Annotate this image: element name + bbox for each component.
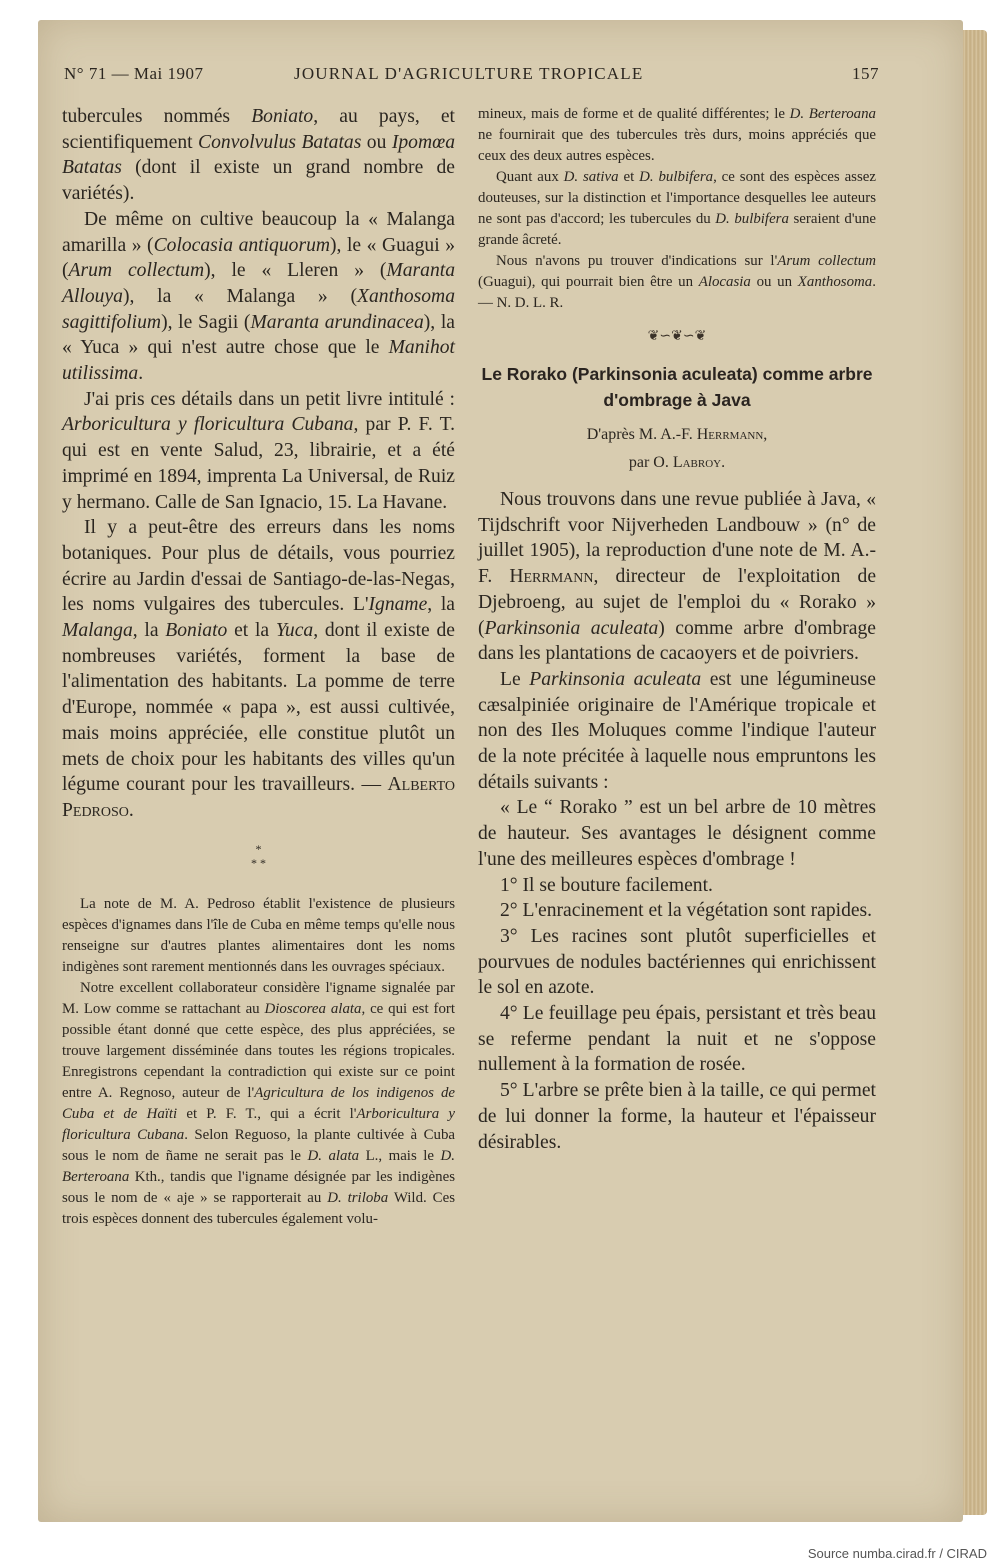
paragraph: De même on cultive beaucoup la « Malanga amarilla » (Colocasia antiquorum), le « Guagui » (Arum collectum), le « Lleren » (Maranta Allouya), la « Malanga » (Xanthosoma sagittifolium), le Sagii (Maranta arundinacea), la « Yuca » qui n'est autre chose que le Manihot utilissima. [62,208,455,385]
issue-date: N° 71 — Mai 1907 [64,64,204,83]
editor-note [62,894,455,1230]
right-column [478,104,876,1155]
running-header [64,64,879,88]
paragraph: Il y a peut-être des erreurs dans les noms botaniques. Pour plus de détails, vous pourriez écrire au Jardin d'essai de Santiago-de-las-Negas, les noms vulgaires des tubercules. L'Igname, la Malanga, la Boniato et la Yuca, dont il existe de nombreuses variétés, forment la base de l'alimentation des habitants. La pomme de terre d'Europe, nommée « papa », est aussi cultivée, mais moins appréciée, elle constitue plutôt un mets de choix pour les habitants des villes qu'un légume courant pour les travailleurs. — Alberto Pedroso. [62,517,456,821]
journal-title: JOURNAL D'AGRICULTURE TROPICALE [294,64,644,83]
paragraph: J'ai pris ces détails dans un petit livre intitulé : Arboricultura y floricultura Cubana, par P. F. T. qui est en vente Salud, 23, librairie, et a été imprimé en 1894, imprenta La Universal, de Ruiz y hermano. Calle de San Ignacio, 15. La Havane. [62,388,456,513]
fleuron-ornament: ❦∽❦∽❦ [647,329,707,344]
paragraph: Le Parkinsonia aculeata est une légumineuse cæsalpiniée originaire de l'Amérique tropicale et non des Iles Moluques comme l'indique l'auteur de la note précitée à laquelle nous empruntons les détails suivants : [478,668,876,793]
editor-note-continued [478,104,876,314]
paragraph: tubercules nommés Boniato, au pays, et scientifiquement Convolvulus Batatas ou Ipomœa Batatas (dont il existe un grand nombre de variétés). [62,106,455,205]
byline-source: D'après M. A.-F. Herrmann, [586,426,768,443]
note-paragraph: Quant aux D. sativa et D. bulbifera, ce sont des espèces assez douteuses, sur la distinction et l'importance desquelles lee auteurs ne sont pas d'accord; les tubercules du D. bulbifera seraient d'une grande âcreté. [478,169,877,248]
paragraph: Nous trouvons dans une revue publiée à Java, « Tijdschrift voor Nijverheden Landbouw » (n° de juillet 1905), la reproduction d'une note de M. A.-F. Herrmann, directeur de l'exploitation de Djebroeng, au sujet de l'emploi du « Rorako » (Parkinsonia aculeata) comme arbre d'ombrage dans les plantations de cacaoyers et de poivriers. [478,489,877,665]
list-item: 5° L'arbre se prête bien à la taille, ce qui permet de lui donner la forme, la hauteur et l'épaisseur désirables. [478,1080,876,1153]
asterism: * * * [251,841,266,870]
byline-author: par O. Labroy. [628,454,726,471]
page-edge [963,30,987,1515]
page-number: 157 [852,64,879,83]
note-paragraph: La note de M. A. Pedroso établit l'existence de plusieurs espèces d'ignames dans l'île de Cuba en même temps qu'elle nous renseigne sur d'autres plantes alimentaires dont les noms indigènes sont rarement mentionnés dans les ouvrages spéciaux. [62,895,455,975]
paragraph: « Le “ Rorako ” est un bel arbre de 10 mètres de hauteur. Ses avantages le désignent comme l'une des meilleures espèces d'ombrage ! [478,797,876,870]
source-credit: Source numba.cirad.fr / CIRAD [807,1546,987,1561]
letter-body [62,104,455,824]
article-title: Le Rorako (Parkinsonia aculeata) comme arbre d'ombrage à Java [481,364,873,410]
list-item: 2° L'enracinement et la végétation sont rapides. [500,900,873,922]
article-body [478,487,876,1155]
author-signature: Alberto Pedroso [62,774,455,821]
note-paragraph: mineux, mais de forme et de qualité différentes; le D. Berteroana ne fournirait que des tubercules très durs, moins appréciés que ceux des deux autres espèces. [478,106,876,164]
list-item: 1° Il se bouture facilement. [500,874,713,896]
note-paragraph: Notre excellent collaborateur considère l'igname signalée par M. Low comme se rattachant au Dioscorea alata, ce qui est fort possible étant donné que cette espèce, des plus appréciées, se trouve largement disséminée dans toutes les régions tropicales. Enregistrons cependant la contradiction qui existe sur ce point entre A. Regnoso, auteur de l'Agricultura de los indigenos de Cuba et de Haïti et P. F. T., qui a écrit l'Arboricultura y floricultura Cubana. Selon Reguoso, la plante cultivée à Cuba sous le nom de ñame ne serait pas le D. alata L., mais le D. Berteroana Kth., tandis que l'igname désignée par les indigènes sous le nom de « aje » se rapporterait au D. triloba Wild. Ces trois espèces donnent des tubercules également volu- [62,979,456,1227]
left-column [62,104,455,1230]
list-item: 4° Le feuillage peu épais, persistant et très beau se referme pendant la nuit et ne s'oppose nullement à la formation de rosée. [478,1003,876,1076]
list-item: 3° Les racines sont plutôt superficielles et pourvues de nodules bactériennes qui enrichissent le sol en azote. [478,925,876,999]
note-paragraph: Nous n'avons pu trouver d'indications sur l'Arum collectum (Guagui), qui pourrait bien être un Alocasia ou un Xanthosoma. — N. D. L. R. [478,253,876,311]
